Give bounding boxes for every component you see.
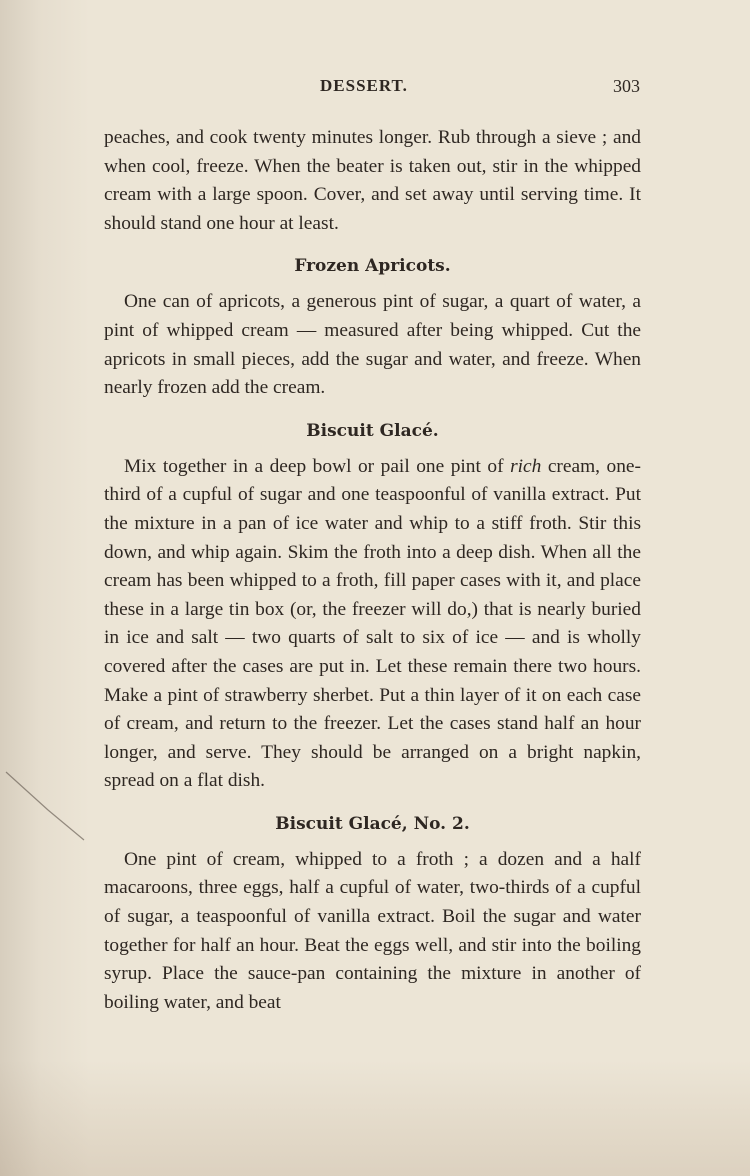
page-body	[104, 124, 641, 1017]
recipe-text-frozen-apricots: One can of apricots, a generous pint of sugar, a quart of water, a pint of whipped cream — measured after being whipped. Cut the apricots in small pieces, add the sugar and water, and freeze. When nearly frozen add the cream.	[104, 291, 641, 399]
recipe-title-frozen-apricots: Frozen Apricots.	[294, 256, 451, 277]
page-header	[104, 76, 640, 102]
recipe-text-part-1: Mix together in a deep bowl or pail one pint of	[124, 455, 511, 477]
pencil-mark	[4, 770, 86, 842]
recipe-title-biscuit-glace-no-2: Biscuit Glacé, No. 2.	[275, 813, 470, 834]
recipe-text-part-2: cream, one-third of a cupful of sugar and one teaspoonful of vanilla extract. Put the mixture in a pan of ice water and whip to a stiff froth. Stir this down, and whip again. Skim the froth into a deep dish. When all the cream has been whipped to a froth, fill paper cases with it, and place these in a large tin box (or, the freezer will do,) that is nearly buried in ice and salt — two quarts of salt to six of ice — and is wholly covered after the cases are put in. Let these remain there two hours. Make a pint of strawberry sherbet. Put a thin layer of it on each case of cream, and return to the freezer. Let the cases stand half an hour longer, and serve. They should be arranged on a bright napkin, spread on a flat dish.	[104, 455, 641, 792]
running-head: DESSERT.	[320, 76, 408, 95]
recipe-text-biscuit-glace-no-2: One pint of cream, whipped to a froth ; a dozen and a half macaroons, three eggs, half a cupful of water, two-thirds of a cupful of sugar, a teaspoonful of vanilla extract. Boil the sugar and water together for half an hour. Beat the eggs well, and stir into the boiling syrup. Place the sauce-pan containing the mixture in another of boiling water, and beat	[104, 848, 641, 1013]
page-number: 303	[613, 76, 640, 96]
italic-word-rich: rich	[510, 455, 542, 477]
recipe-text-biscuit-glace	[104, 453, 641, 796]
recipe-title-biscuit-glace: Biscuit Glacé.	[306, 420, 439, 441]
continuation-paragraph: peaches, and cook twenty minutes longer. Rub through a sieve ; and when cool, freeze. When the beater is taken out, stir in the whipped cream with a large spoon. Cover, and set away until serving time. It should stand one hour at least.	[104, 127, 641, 234]
